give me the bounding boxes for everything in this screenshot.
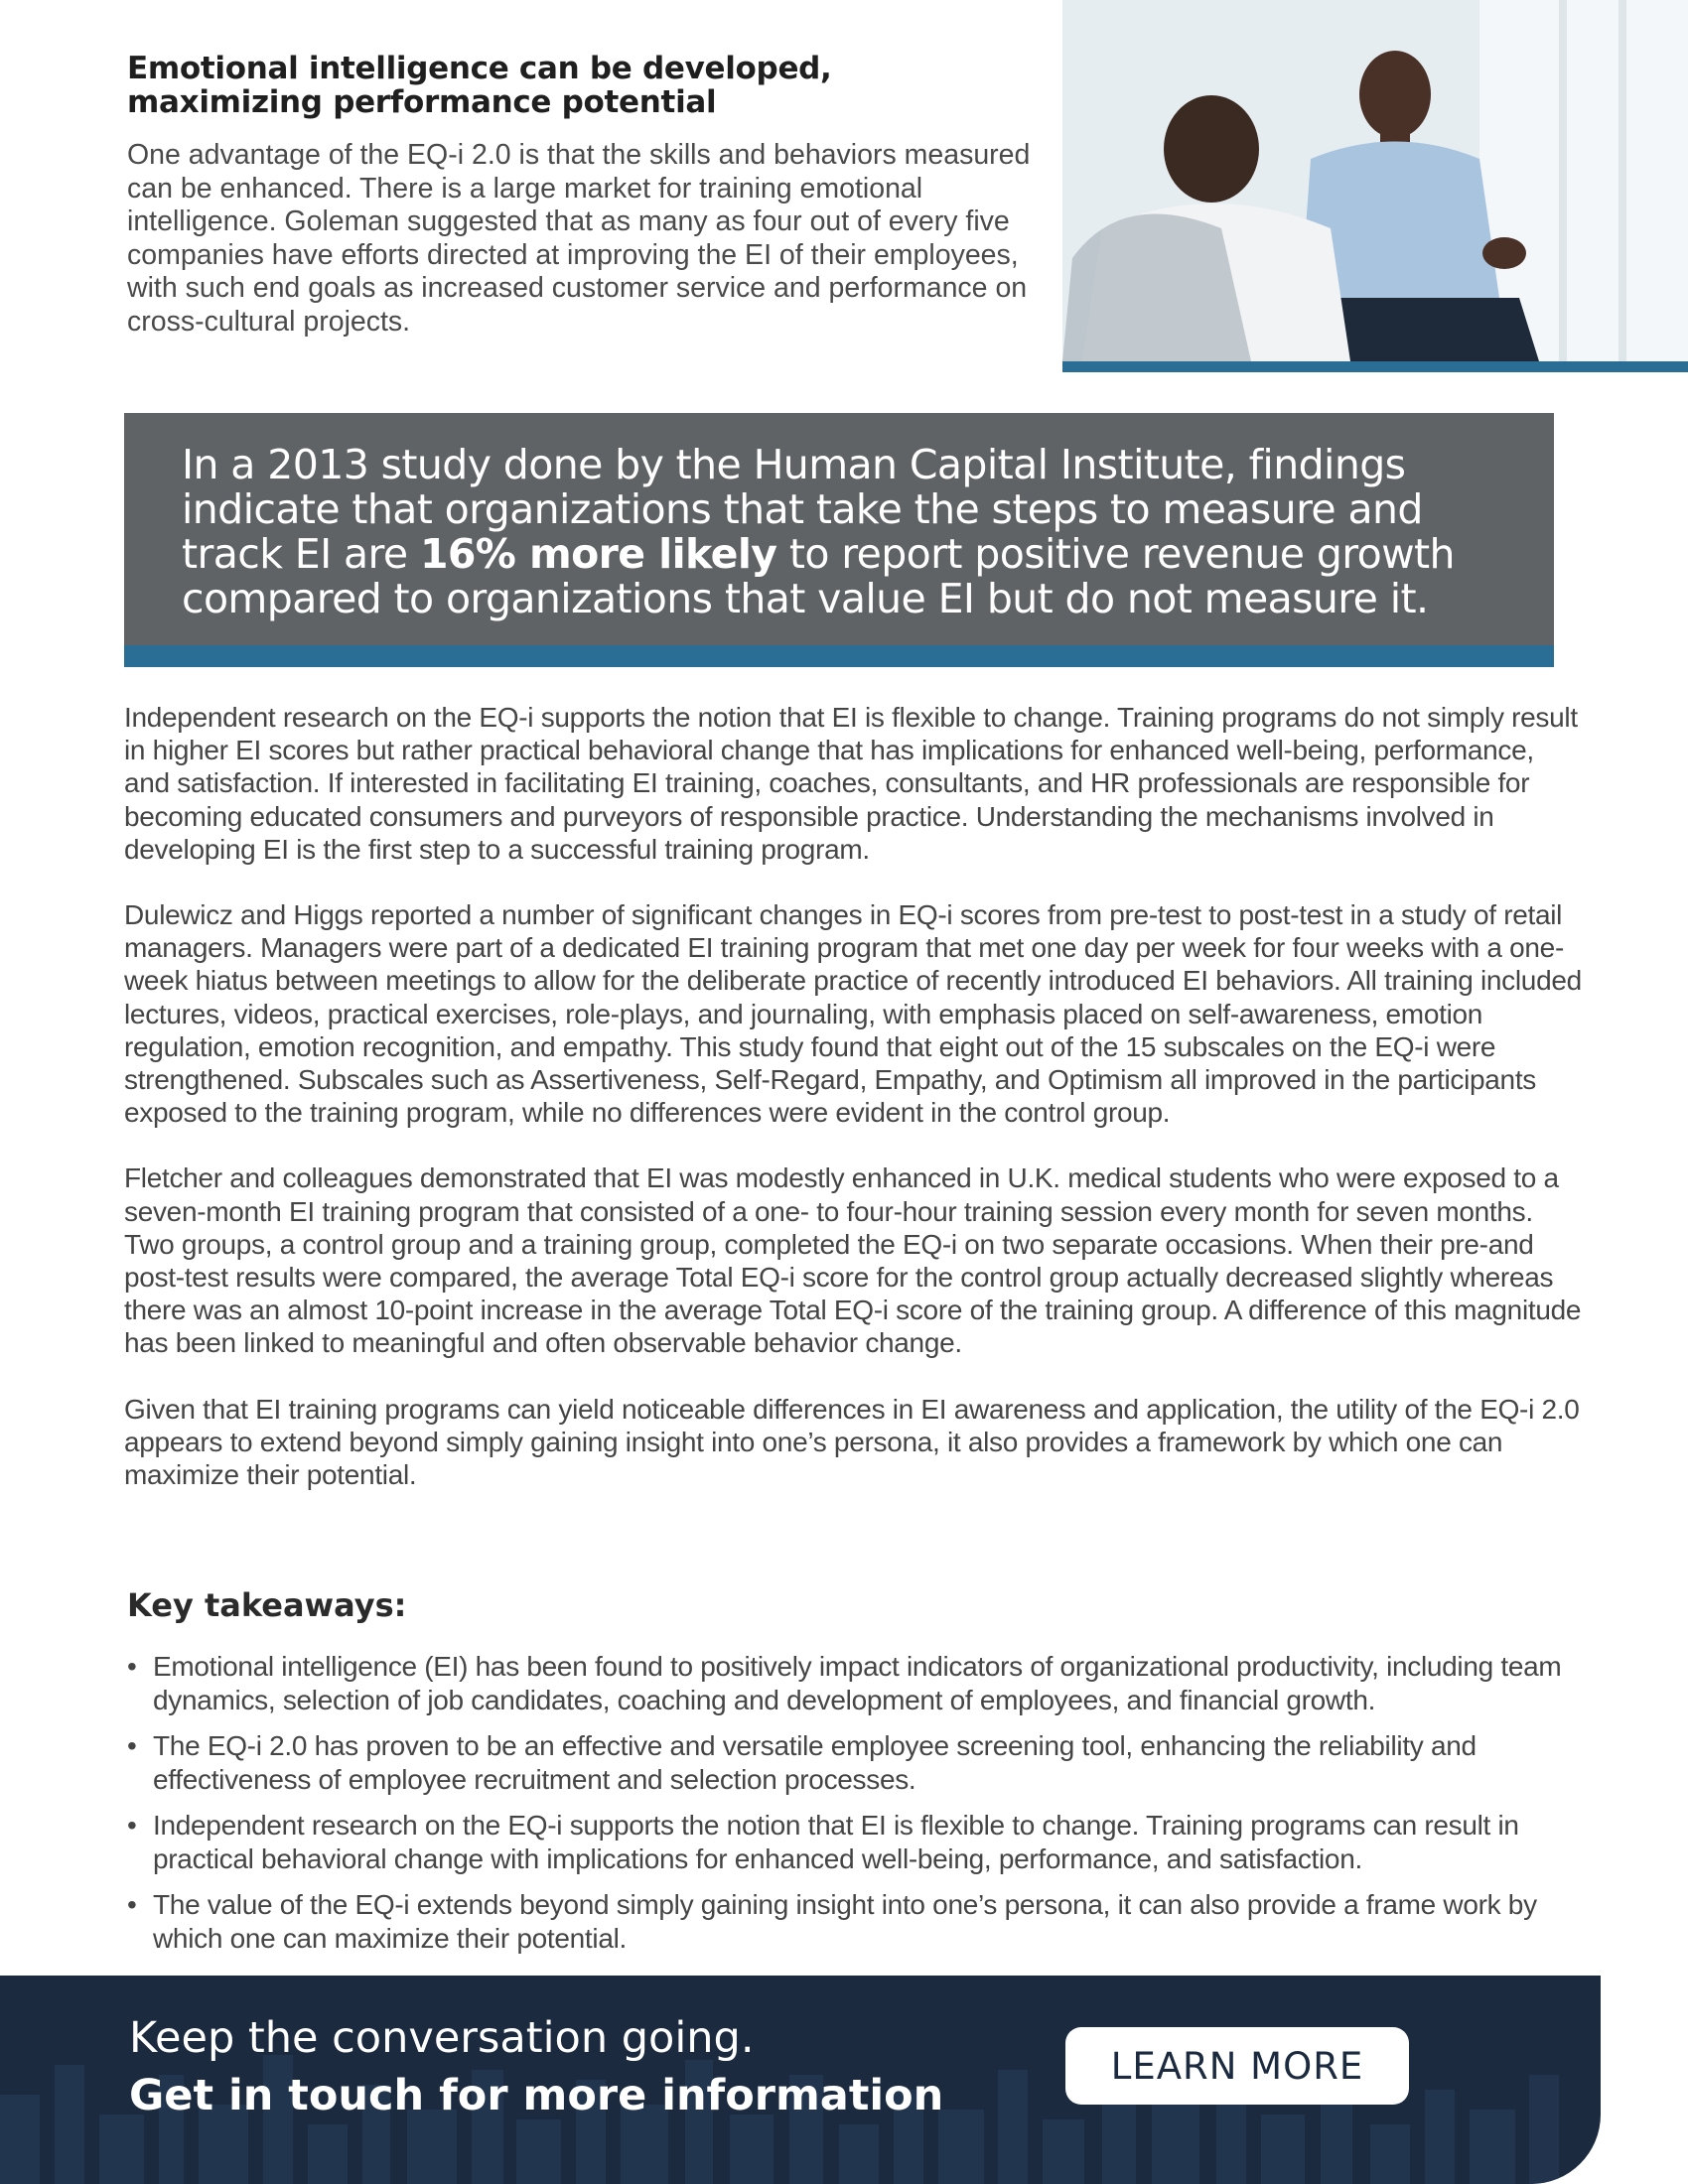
bullet-icon: • [127,1730,137,1761]
learn-more-button[interactable]: LEARN MORE [1065,2027,1409,2105]
body-paragraph: Given that EI training programs can yield noticeable differences in EI awareness and application, the utility of the EQ-i 2.0 appears to extend beyond simply gaining insight into one’s persona, it also provides a framework by which one can maximize their potential. [124,1393,1580,1491]
statistic-callout [124,413,1554,645]
callout-text-after: to report positive revenue growth compared to organizations that value EI but do not measure it. [182,530,1455,622]
bullet-icon: • [127,1889,137,1920]
list-item [127,1888,1587,1955]
footer-line-2: Get in touch for more information [129,2071,944,2120]
list-item-text: The value of the EQ-i extends beyond simply gaining insight into one’s persona, it can also provide a frame work by which one can maximize their potential. [153,1889,1537,1954]
footer-message [129,2009,943,2124]
callout-highlight: 16% more likely [419,530,777,578]
two-men-talking-photo [1062,0,1688,361]
list-item-text: Emotional intelligence (EI) has been found to positively impact indicators of organizational productivity, including team dynamics, selection of job candidates, coaching and development of employees, and financial growth. [153,1651,1562,1715]
body-paragraph: Independent research on the EQ-i supports the notion that EI is flexible to change. Training programs do not simply result in higher EI scores but rather practical behavioral change that has implications for enhanced well-being, performance, and satisfaction. If interested in facilitating EI training, coaches, consultants, and HR professionals are responsible for becoming educated consumers and purveyors of responsible practice. Understanding the mechanisms involved in developing EI is the first step to a successful training program. [124,702,1578,865]
heading-line-2: maximizing performance potential [127,84,717,120]
takeaways-list [127,1650,1587,1955]
list-item-text: Independent research on the EQ-i supports the notion that EI is flexible to change. Training programs can result in practical behavioral change with implications for enhanced well-being, performance, and satisfaction. [153,1810,1519,1874]
intro-section [127,52,1041,339]
heading-line-1: Emotional intelligence can be developed, [127,51,832,86]
intro-paragraph: One advantage of the EQ-i 2.0 is that the skills and behaviors measured can be enhanced. There is a large market for training emotional intelligence. Goleman suggested that as many as four out of every five companies have efforts directed at improving the EI of their employees, with such end goals as increased customer service and performance on cross-cultural projects. [127,139,1031,338]
footer-banner [0,1976,1601,2184]
photo-illustration [1062,0,1688,361]
callout-text-before: In a 2013 study done by the Human Capital Institute, findings indicate that organizations that take the steps to measure and track EI are [182,441,1423,578]
list-item [127,1729,1587,1796]
footer-line-1: Keep the conversation going. [129,2013,755,2063]
body-paragraph: Fletcher and colleagues demonstrated that EI was modestly enhanced in U.K. medical students who were exposed to a seven-month EI training program that consisted of a one- to four-hour training session every month for seven months. Two groups, a control group and a training group, completed the EQ-i on two separate occasions. When their pre-and post-test results were compared, the average Total EQ-i score for the control group actually decreased slightly whereas there was an almost 10-point increase in the average Total EQ-i score of the training group. A difference of this magnitude has been linked to meaningful and often observable behavior change. [124,1162,1582,1359]
bullet-icon: • [127,1810,137,1841]
callout-accent-bar [124,645,1554,667]
key-takeaways [127,1586,1587,1968]
body-content [124,701,1584,1524]
list-item-text: The EQ-i 2.0 has proven to be an effective and versatile employee screening tool, enhancing the reliability and effectiveness of employee recruitment and selection processes. [153,1730,1477,1795]
body-paragraph: Dulewicz and Higgs reported a number of significant changes in EQ-i scores from pre-test to post-test in a study of retail managers. Managers were part of a dedicated EI training program that met one day per week for four weeks with a one-week hiatus between meetings to allow for the deliberate practice of recently introduced EI behaviors. All training included lectures, videos, practical exercises, role-plays, and journaling, with emphasis placed on self-awareness, emotion regulation, emotion recognition, and empathy. This study found that eight out of the 15 subscales on the EQ-i were strengthened. Subscales such as Assertiveness, Self-Regard, Empathy, and Optimism all improved in the participants exposed to the training program, while no differences were evident in the control group. [124,899,1582,1129]
section-heading [127,52,1041,119]
takeaways-heading: Key takeaways: [127,1586,407,1624]
bullet-icon: • [127,1651,137,1682]
list-item [127,1809,1587,1875]
photo-accent-bar [1062,361,1688,372]
list-item [127,1650,1587,1716]
